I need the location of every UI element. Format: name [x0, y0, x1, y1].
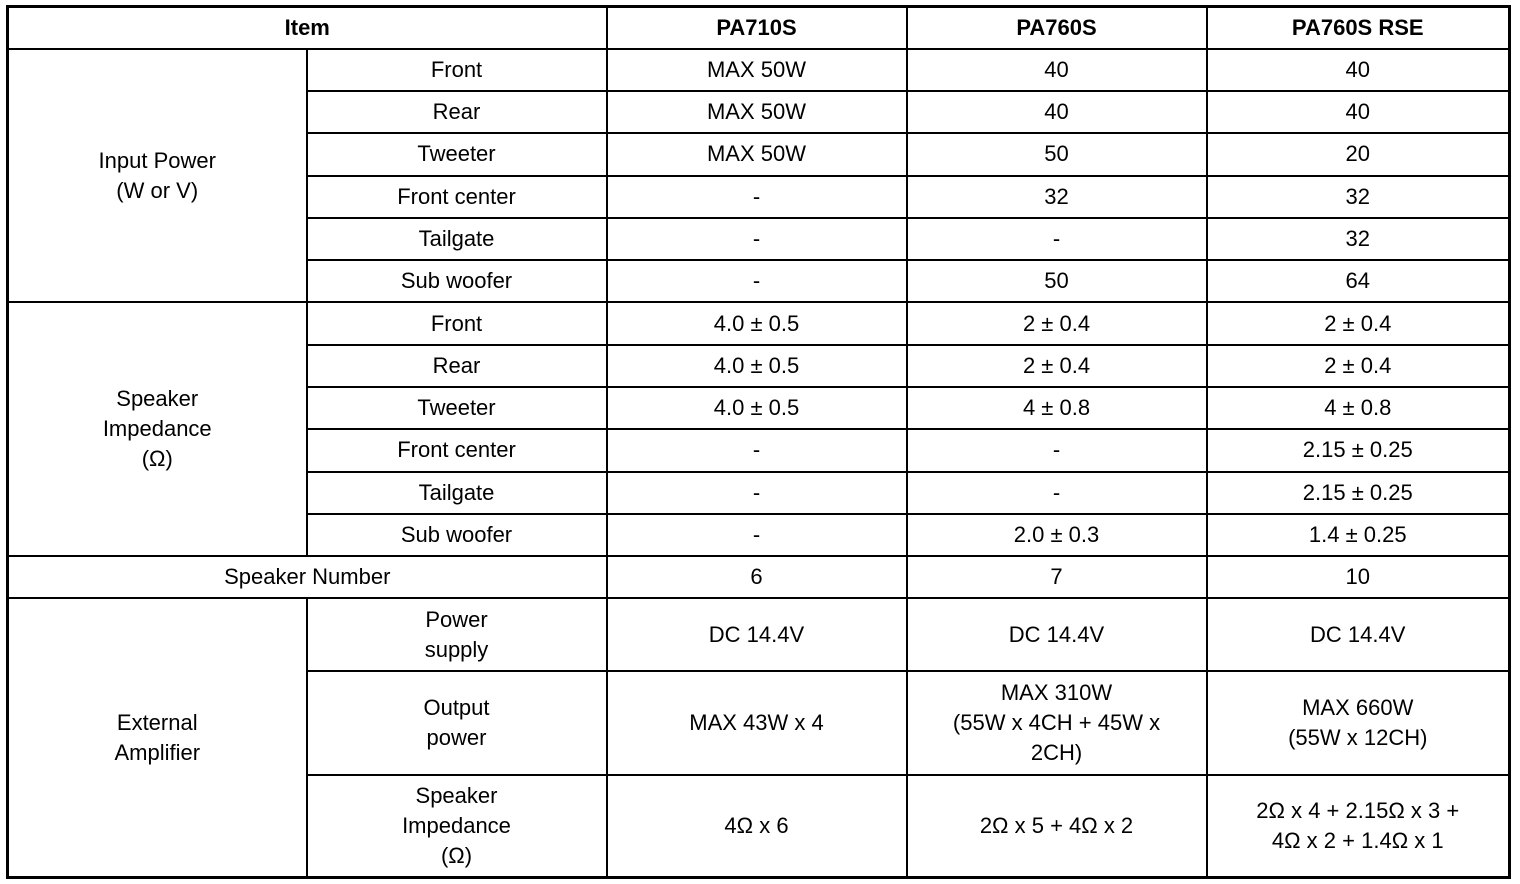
amp-speaker-impedance-label-line3: (Ω)	[440, 842, 473, 868]
cell-value: 50	[907, 260, 1207, 302]
output-power-pa760s-line1: MAX 310W	[1000, 679, 1113, 705]
cell-value: -	[607, 260, 907, 302]
speaker-number-row	[8, 556, 1510, 598]
output-power-pa760s-line3: 2CH)	[1030, 739, 1083, 765]
output-power-label-line2: power	[426, 724, 487, 750]
cell-value: MAX 50W	[607, 133, 907, 175]
cell-value: -	[607, 429, 907, 471]
cell-value: 40	[1207, 91, 1510, 133]
power-supply-label	[307, 598, 607, 670]
cell-value: DC 14.4V	[1207, 598, 1510, 670]
speaker-impedance-label-line2: Impedance	[102, 416, 212, 442]
external-amplifier-group-label	[8, 598, 307, 877]
row-label: Tailgate	[307, 218, 607, 260]
row-label: Sub woofer	[307, 260, 607, 302]
cell-value	[907, 671, 1207, 775]
cell-value: 7	[907, 556, 1207, 598]
cell-value: 40	[907, 49, 1207, 91]
cell-value: -	[907, 218, 1207, 260]
input-power-label-line1: Input Power	[98, 147, 216, 173]
output-power-pa760s-rse-line2: (55W x 12CH)	[1288, 724, 1428, 750]
cell-value: 1.4 ± 0.25	[1207, 514, 1510, 556]
cell-value: 6	[607, 556, 907, 598]
power-supply-label-line1: Power	[425, 606, 488, 632]
row-label: Front	[307, 49, 607, 91]
cell-value: 2 ± 0.4	[1207, 345, 1510, 387]
row-label: Tailgate	[307, 472, 607, 514]
spec-table	[6, 5, 1511, 879]
amp-speaker-impedance-label-line1: Speaker	[415, 782, 498, 808]
cell-value: 32	[907, 176, 1207, 218]
cell-value: -	[607, 218, 907, 260]
cell-value: 32	[1207, 176, 1510, 218]
row-label: Rear	[307, 91, 607, 133]
cell-value: 2.0 ± 0.3	[907, 514, 1207, 556]
amp-speaker-impedance-label	[307, 775, 607, 878]
external-amplifier-label-line1: External	[116, 709, 198, 735]
cell-value: 4 ± 0.8	[1207, 387, 1510, 429]
table-row	[8, 302, 1510, 344]
cell-value: 40	[907, 91, 1207, 133]
speaker-impedance-label-line3: (Ω)	[141, 446, 173, 472]
table-row	[8, 598, 1510, 670]
header-model-pa710s: PA710S	[607, 7, 907, 49]
cell-value: -	[907, 429, 1207, 471]
amp-speaker-impedance-label-line2: Impedance	[402, 812, 511, 838]
input-power-group-label	[8, 49, 307, 303]
cell-value: DC 14.4V	[907, 598, 1207, 670]
row-label: Front center	[307, 176, 607, 218]
cell-value: 4.0 ± 0.5	[607, 302, 907, 344]
cell-value: 4.0 ± 0.5	[607, 345, 907, 387]
cell-value: 2.15 ± 0.25	[1207, 429, 1510, 471]
cell-value: 50	[907, 133, 1207, 175]
cell-value: 40	[1207, 49, 1510, 91]
cell-value: 4Ω x 6	[607, 775, 907, 878]
speaker-impedance-label-line1: Speaker	[116, 386, 199, 412]
cell-value	[1207, 671, 1510, 775]
cell-value: MAX 50W	[607, 91, 907, 133]
cell-value: 64	[1207, 260, 1510, 302]
cell-value: 2.15 ± 0.25	[1207, 472, 1510, 514]
amp-impedance-pa760s-rse-line1: 2Ω x 4 + 2.15Ω x 3 +	[1256, 797, 1460, 823]
speaker-number-label: Speaker Number	[8, 556, 607, 598]
row-label: Rear	[307, 345, 607, 387]
cell-value: 2 ± 0.4	[907, 345, 1207, 387]
cell-value: 4 ± 0.8	[907, 387, 1207, 429]
cell-value: DC 14.4V	[607, 598, 907, 670]
output-power-label-line1: Output	[423, 694, 490, 720]
cell-value: 10	[1207, 556, 1510, 598]
cell-value: 32	[1207, 218, 1510, 260]
cell-value: -	[907, 472, 1207, 514]
output-power-pa760s-line2: (55W x 4CH + 45W x	[952, 709, 1161, 735]
row-label: Sub woofer	[307, 514, 607, 556]
input-power-label-line2: (W or V)	[116, 177, 199, 203]
cell-value: 4.0 ± 0.5	[607, 387, 907, 429]
cell-value: 2Ω x 5 + 4Ω x 2	[907, 775, 1207, 878]
row-label: Tweeter	[307, 387, 607, 429]
power-supply-label-line2: supply	[424, 636, 489, 662]
table-row	[8, 49, 1510, 91]
cell-value: -	[607, 514, 907, 556]
output-power-label	[307, 671, 607, 775]
cell-value: -	[607, 472, 907, 514]
external-amplifier-label-line2: Amplifier	[114, 739, 201, 765]
cell-value: MAX 43W x 4	[607, 671, 907, 775]
cell-value: 2 ± 0.4	[907, 302, 1207, 344]
cell-value: 2 ± 0.4	[1207, 302, 1510, 344]
cell-value	[1207, 775, 1510, 878]
amp-impedance-pa760s-rse-line2: 4Ω x 2 + 1.4Ω x 1	[1271, 827, 1444, 853]
cell-value: -	[607, 176, 907, 218]
header-row	[8, 7, 1510, 49]
header-model-pa760s: PA760S	[907, 7, 1207, 49]
speaker-impedance-group-label	[8, 302, 307, 556]
header-item: Item	[8, 7, 607, 49]
row-label: Tweeter	[307, 133, 607, 175]
header-model-pa760s-rse: PA760S RSE	[1207, 7, 1510, 49]
row-label: Front	[307, 302, 607, 344]
cell-value: MAX 50W	[607, 49, 907, 91]
output-power-pa760s-rse-line1: MAX 660W	[1302, 694, 1414, 720]
cell-value: 20	[1207, 133, 1510, 175]
row-label: Front center	[307, 429, 607, 471]
